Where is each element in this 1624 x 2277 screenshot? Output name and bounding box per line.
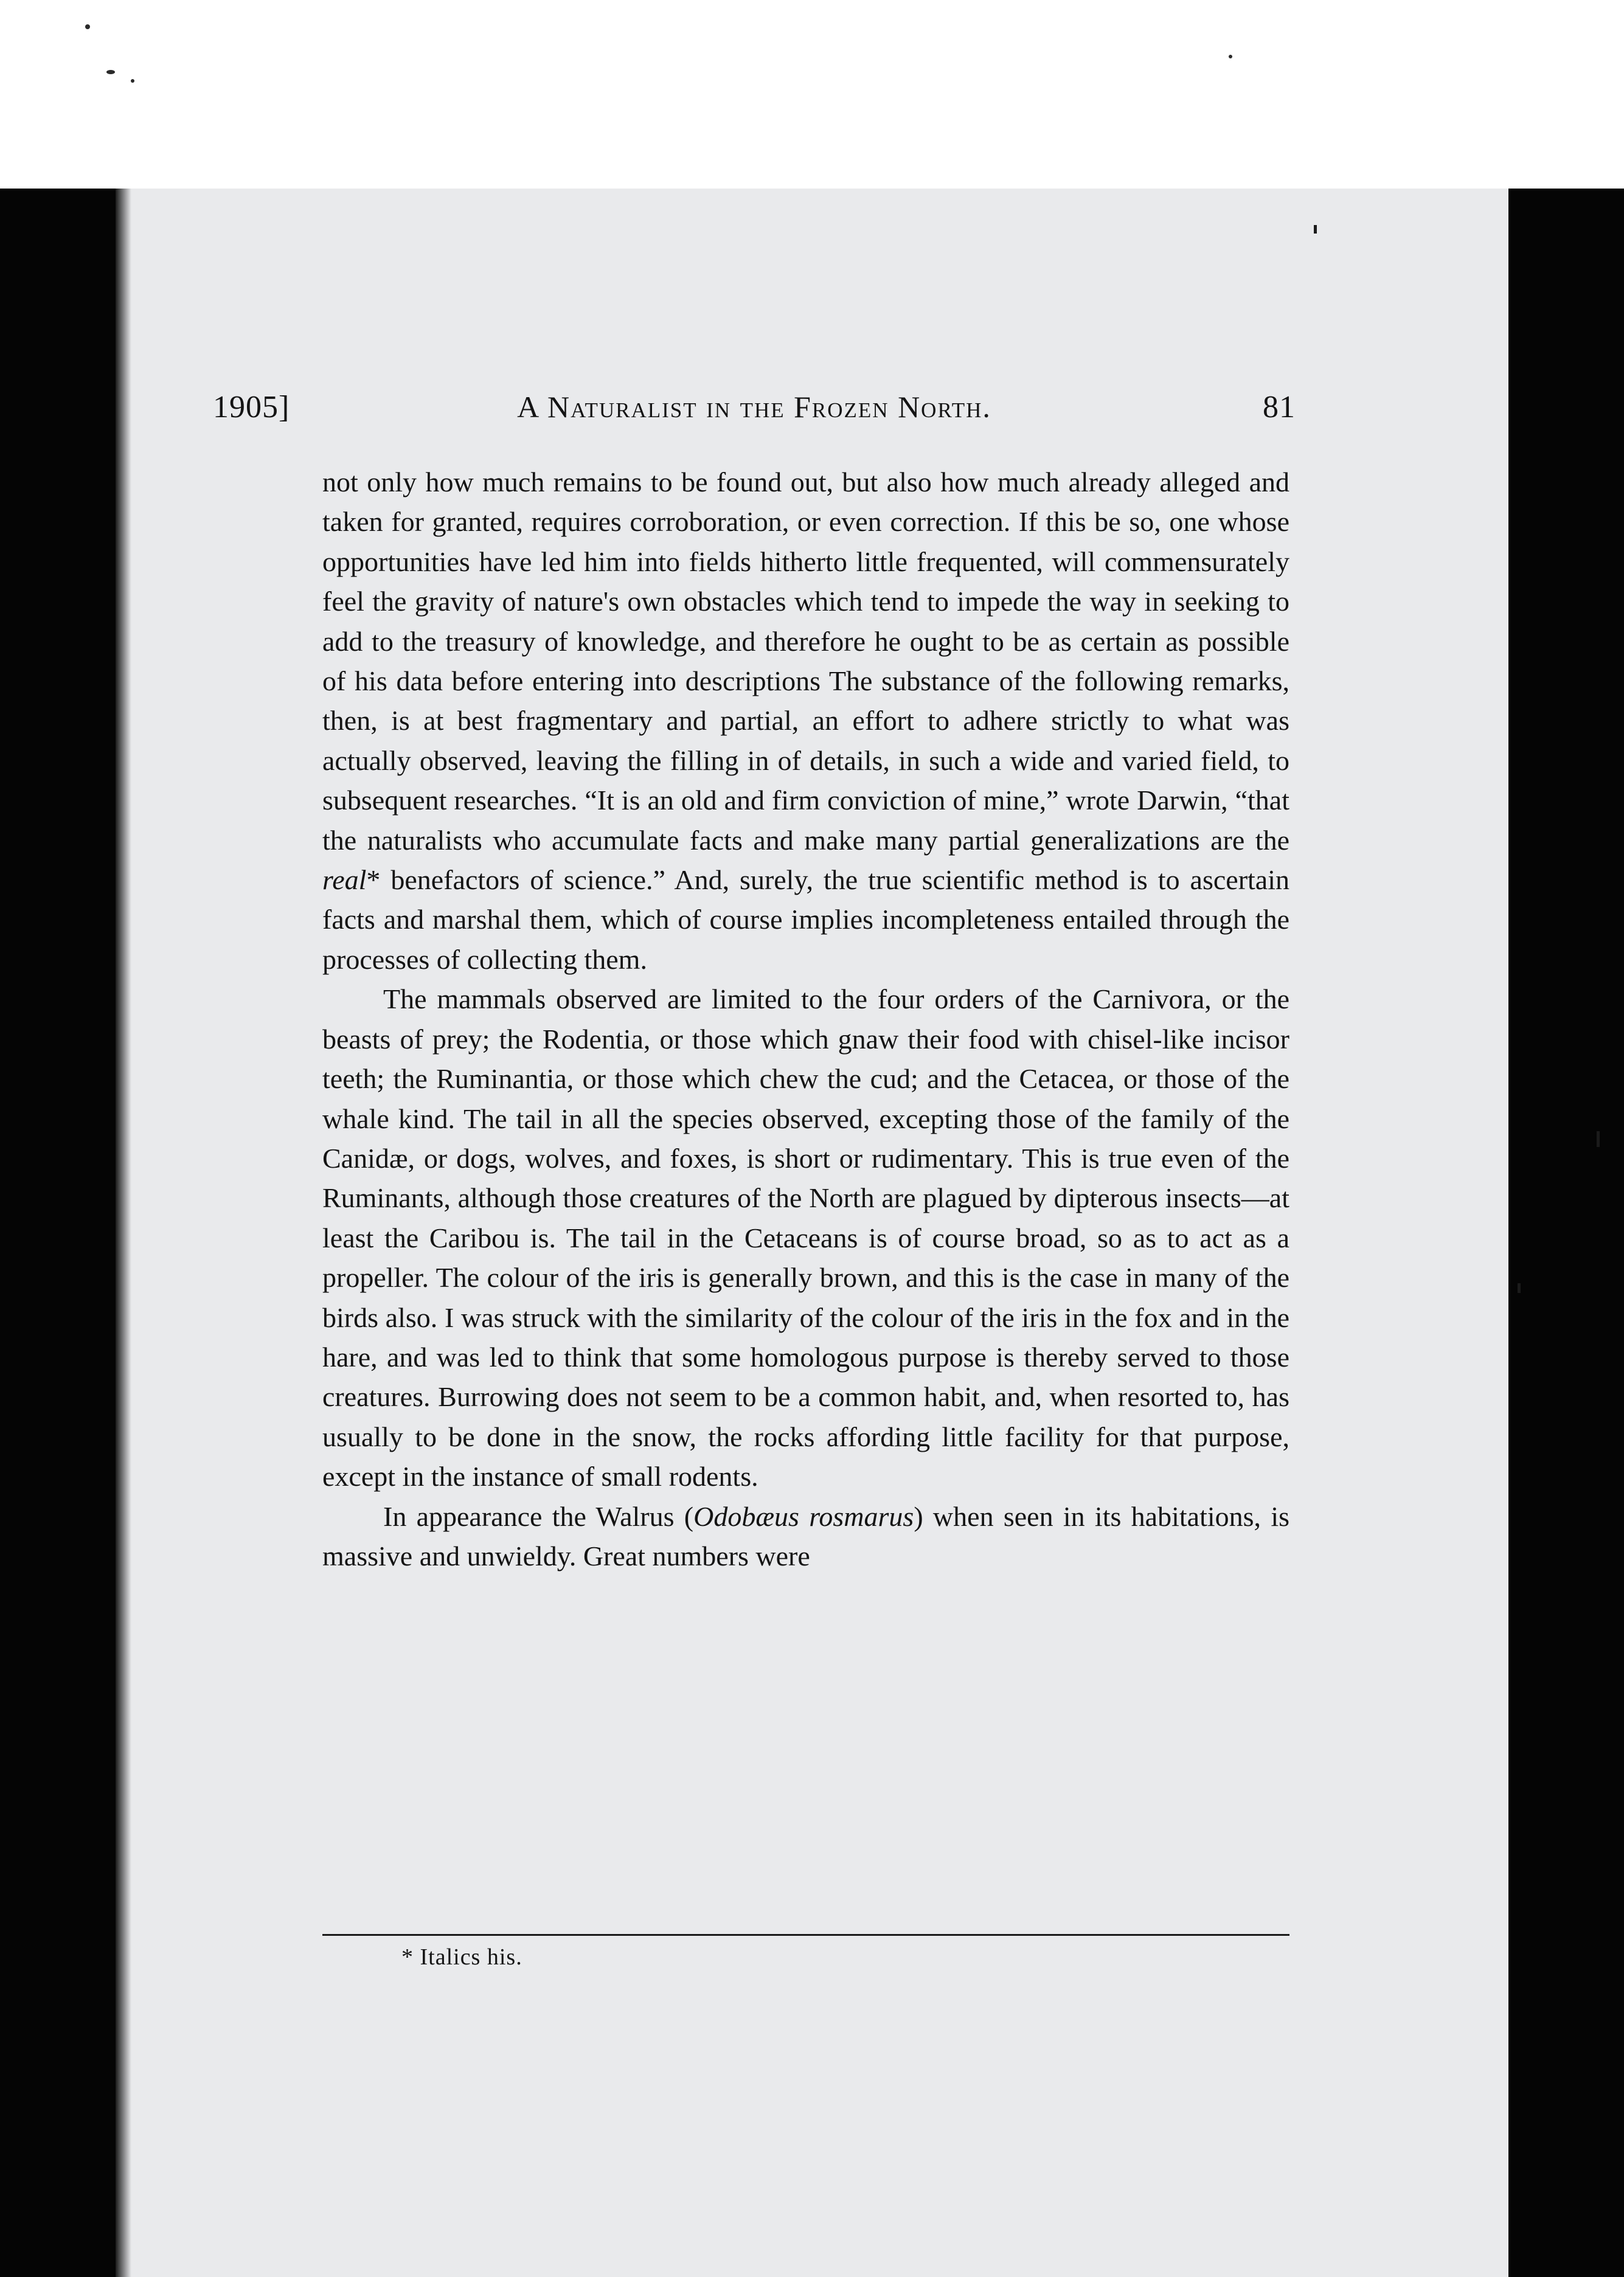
scan-left-dark-edge [0, 189, 125, 2277]
header-year: 1905] [213, 390, 290, 425]
margin-mark [1597, 1131, 1600, 1147]
dust-speck [1229, 55, 1232, 58]
paragraph-2: The mammals observed are limited to the four orders of the Carnivora, or the beasts of prey; the Rodentia, or those which gnaw their food with chisel-like incisor teeth; the Ruminantia, or those which chew the cud; and the Cetacea, or those of the whale kind. The tail in all the species observed, excepting those of the family of the Canidæ, or dogs, wolves, and foxes, is short or rudimentary. This is true even of the Ruminants, although those creatures of the North are plagued by dipterous insects—at least the Caribou is. The tail in the Cetaceans is of course broad, so as to act as a propeller. The colour of the iris is generally brown, and this is the case in many of the birds also. I was struck with the similarity of the colour of the iris in the fox and in the hare, and was led to think that some homologous purpose is thereby served to those creatures. Burrowing does not seem to be a common habit, and, when resorted to, has usually to be done in the snow, the rocks affording little facility for that purpose, except in the instance of small rodents. [322, 983, 1289, 1492]
paragraph-1-tail: * benefactors of science.” And, surely, the true scientific method is to ascertain facts and marshal them, which of course implies incompleteness entailed through the processes of collecting them. [322, 864, 1289, 975]
italic-real: real [322, 864, 367, 896]
header-title: A Naturalist in the Frozen North. [517, 390, 991, 424]
footnote: * Italics his. [401, 1944, 522, 1970]
paragraph-3-start: In appearance the Walrus ( [383, 1500, 694, 1532]
running-header [213, 389, 1296, 432]
dust-speck [106, 70, 115, 74]
body-text [322, 462, 1289, 1576]
dust-speck [85, 24, 90, 29]
scanner-bed-top [0, 0, 1624, 189]
paragraph-3 [322, 1497, 1289, 1576]
page-number: 81 [1263, 390, 1296, 425]
margin-mark [1314, 225, 1317, 234]
paragraph-3-end: ) when seen in its habitations, is massive and unwieldy. Great numbers were [322, 1500, 1289, 1572]
margin-mark [1518, 1283, 1521, 1293]
paragraph-1-text: not only how much remains to be found out, but also how much already alleged and taken for granted, requires corroboration, or even correction. If this be so, one whose opportunities have led him into fields hitherto little frequented, will commensurately feel the gravity of nature's own obstacles which tend to impede the way in seeking to add to the treasury of knowledge, and therefore he ought to be as certain as possible of his data before entering into descriptions The substance of the following remarks, then, is at best fragmentary and partial, an effort to adhere strictly to what was actually observed, leaving the filling in of details, in such a wide and varied field, to subsequent researches. “It is an old and firm conviction of mine,” wrote Darwin, “that the naturalists who accumulate facts and make many partial generalizations are the [322, 466, 1289, 856]
species-name: Odobæus rosmarus [693, 1500, 914, 1532]
footnote-divider [322, 1934, 1289, 1936]
scan-right-dark-edge [1505, 189, 1624, 2277]
binding-shadow [116, 189, 131, 2277]
paragraph-1 [322, 462, 1289, 979]
dust-speck [131, 79, 134, 83]
